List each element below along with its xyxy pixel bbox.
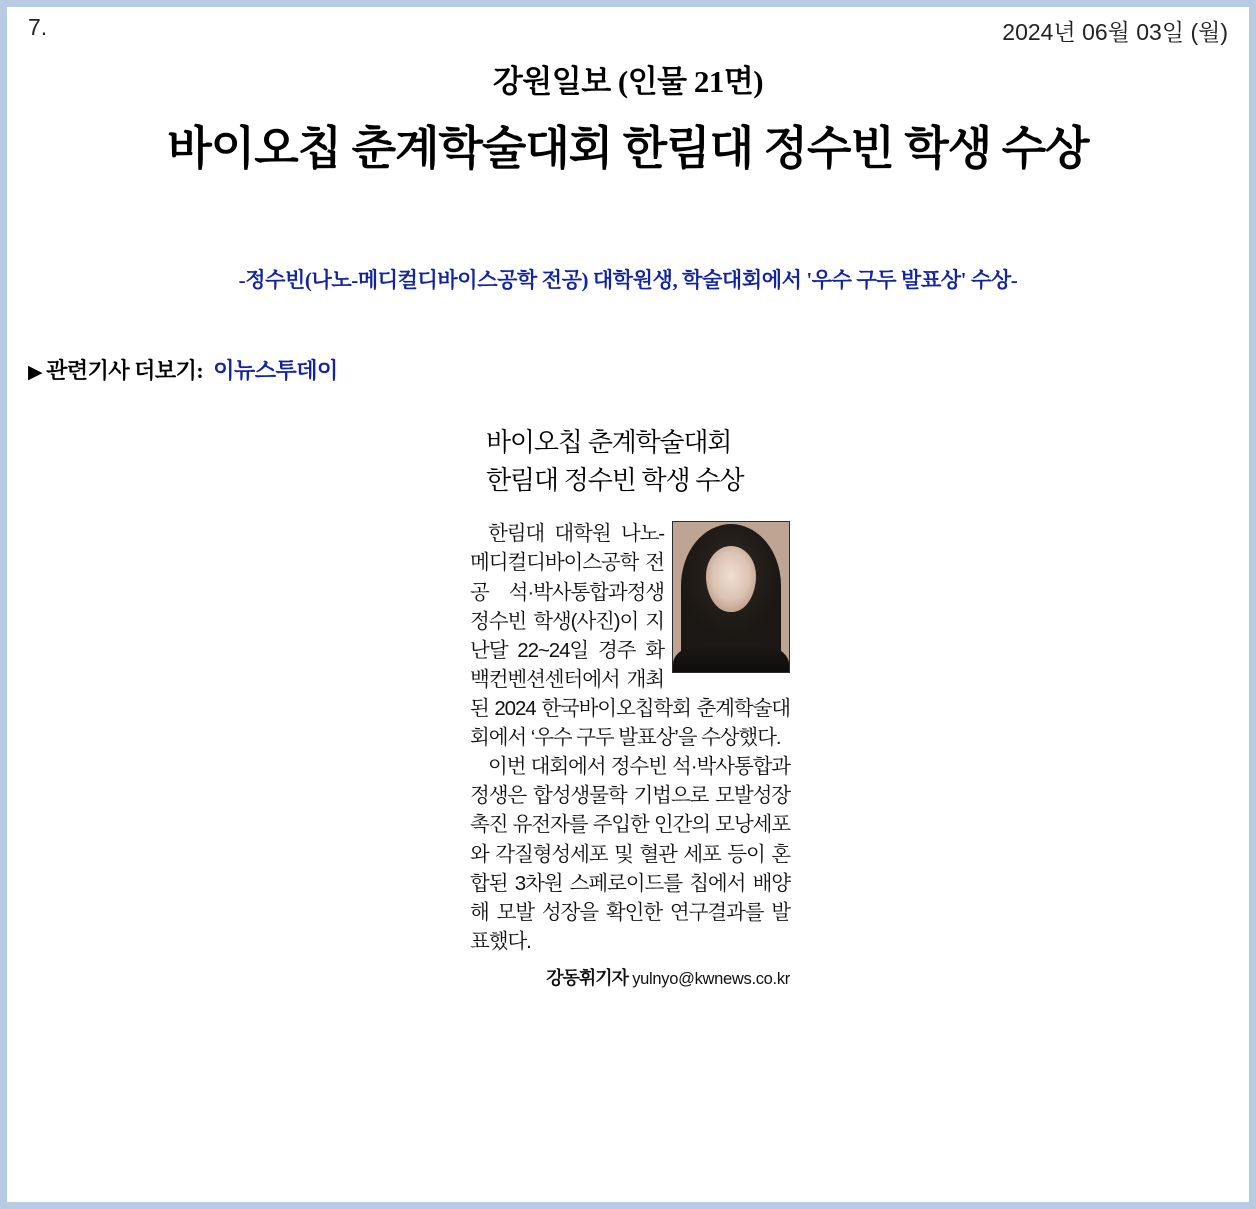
clipping-headline-line1: 바이오칩 춘계학술대회 [486, 427, 732, 457]
clipping-paragraph-2: 이번 대회에서 정수빈 석·박사통합과정생은 합성생물학 기법으로 모발성장촉진 유전자를 주입한 인간의 모낭세포와 각질형성세포 및 혈관 세포 등이 혼합된 3차원 스페로이드를 칩에서 배양해 모발 성장을 확인한 연구결과를 발표했다. [470, 755, 790, 953]
clipping-headline-line2: 한림대 정수빈 학생 수상 [486, 464, 744, 495]
news-clipping [470, 424, 790, 992]
triangle-right-icon: ▶ [28, 362, 43, 383]
clipping-body [470, 519, 790, 991]
reporter-name: 강동휘기자 [546, 968, 629, 989]
clipping-paragraph-1: 한림대 대학원 나노-메디컬디바이스공학 전공 석·박사통합과정생 정수빈 학생(사진)이 지난달 22~24일 경주 화백컨벤션센터에서 개최된 2024 한국바이오칩학회 춘계학술대회에서 ‘우수 구두 발표상’을 수상했다. [470, 522, 790, 750]
student-portrait-photo [672, 521, 790, 673]
page-title: 바이오칩 춘계학술대회 한림대 정수빈 학생 수상 [167, 123, 1089, 174]
related-article-row [28, 354, 338, 385]
related-article-label: 관련기사 더보기: [46, 358, 204, 383]
portrait-shoulders [673, 642, 789, 672]
date-label: 2024년 06월 03일 (월) [1002, 19, 1228, 45]
slide-number: 7. [28, 14, 48, 40]
source-line: 강원일보 (인물 21면) [492, 64, 764, 99]
subtitle: -정수빈(나노-메디컬디바이스공학 전공) 대학원생, 학술대회에서 '우수 구두 발표상' 수상- [238, 268, 1018, 292]
page-header [0, 14, 1256, 54]
related-article-link[interactable]: 이뉴스투데이 [213, 358, 338, 383]
reporter-email: yulnyo@kwnews.co.kr [632, 970, 790, 989]
clipping-byline [470, 966, 790, 992]
